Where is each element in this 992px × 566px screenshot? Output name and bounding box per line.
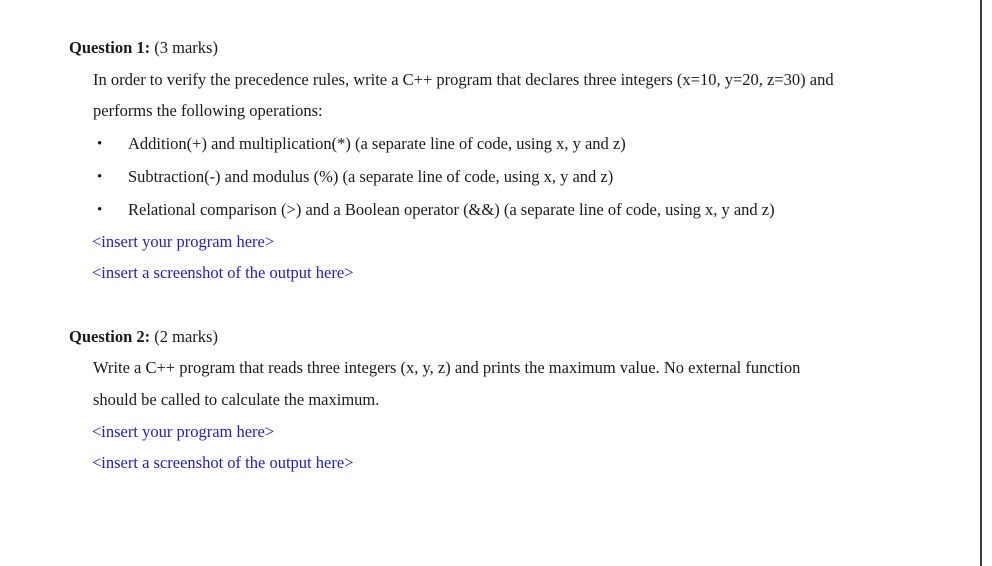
question-2-title: Question 2: <box>69 327 151 346</box>
bullet-icon: • <box>97 136 103 152</box>
question-2-body-line-1: Write a C++ program that reads three integers (x, y, z) and prints the maximum value. No external function <box>93 358 801 377</box>
bullet-icon: • <box>97 169 103 185</box>
question-2-body-line-2: should be called to calculate the maximum. <box>93 390 380 409</box>
page-edge-divider <box>980 0 992 566</box>
question-1-body-line-1: In order to verify the precedence rules, write a C++ program that declares three integers (x=10, y=20, z=30) and <box>93 70 834 89</box>
bullet-icon: • <box>97 202 103 218</box>
bullet-text: Addition(+) and multiplication(*) (a separate line of code, using x, y and z) <box>128 134 626 153</box>
bullet-text: Relational comparison (>) and a Boolean operator (&&) (a separate line of code, using x, y and z) <box>128 200 775 219</box>
question-2-program-placeholder: <insert your program here> <box>92 422 275 441</box>
question-2-output-placeholder: <insert a screenshot of the output here> <box>92 453 354 472</box>
question-2-marks: (2 marks) <box>154 327 218 346</box>
question-2-heading <box>69 327 218 347</box>
question-1-body-line-2: performs the following operations: <box>93 101 323 120</box>
question-1-title: Question 1: <box>69 38 151 57</box>
question-1-output-placeholder: <insert a screenshot of the output here> <box>92 263 354 282</box>
question-1-program-placeholder: <insert your program here> <box>92 232 275 251</box>
question-1-heading <box>69 38 218 58</box>
bullet-text: Subtraction(-) and modulus (%) (a separate line of code, using x, y and z) <box>128 167 614 186</box>
question-1-marks: (3 marks) <box>154 38 218 57</box>
